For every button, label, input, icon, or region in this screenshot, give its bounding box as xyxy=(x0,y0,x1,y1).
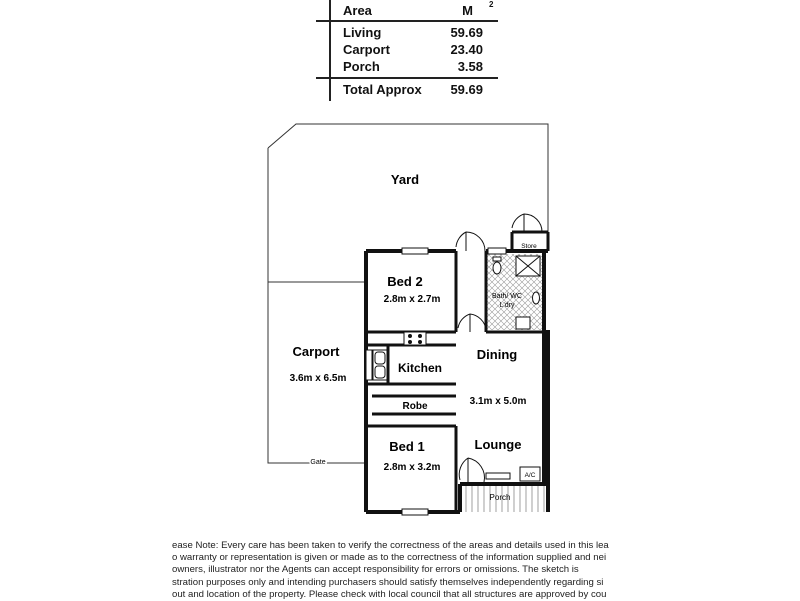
label-ac: A/C xyxy=(524,472,536,479)
room-label-robe: Robe xyxy=(402,401,428,412)
note-line: o warranty or representation is given or made as to the correctness of the information supplied and nei xyxy=(172,552,607,564)
note-line: owners, illustrator nor the Agents can accept responsibility for errors or omissions. The sketch is xyxy=(172,564,579,576)
area-row-value: 23.40 xyxy=(450,42,483,57)
room-label-bed1: Bed 1 xyxy=(389,439,425,454)
area-header-unit: M xyxy=(462,3,473,18)
room-dims-bed1: 2.8m x 3.2m xyxy=(383,462,441,473)
area-header-unit-superscript: 2 xyxy=(489,0,494,9)
room-label-laundry: L'dry xyxy=(499,302,515,309)
room-label-store: Store xyxy=(521,243,537,250)
note-line: stration purposes only and intending purchasers should satisfy themselves independently regarding si xyxy=(172,576,604,588)
room-label-carport: Carport xyxy=(292,344,340,359)
note-line: out and location of the property. Please check with local council that all structures are approved by cou xyxy=(172,588,607,600)
kitchen-stove xyxy=(404,332,426,345)
label-gate: Gate xyxy=(310,459,326,466)
area-total-label: Total Approx xyxy=(343,82,422,97)
room-label-bath: Bath/ WC xyxy=(492,293,522,300)
room-label-dining: Dining xyxy=(476,347,518,362)
room-dims-bed2: 2.8m x 2.7m xyxy=(383,294,441,305)
area-row-value: 59.69 xyxy=(450,25,483,40)
room-dims-dining: 3.1m x 5.0m xyxy=(469,396,527,407)
note-line: ease Note: Every care has been taken to verify the correctness of the areas and details used in this lea xyxy=(172,540,609,551)
area-row-label: Living xyxy=(343,25,382,40)
room-dims-carport: 3.6m x 6.5m xyxy=(289,373,347,384)
area-total-value: 59.69 xyxy=(450,82,483,97)
room-label-bed2: Bed 2 xyxy=(387,274,423,289)
area-row-label: Porch xyxy=(343,59,380,74)
kitchen-sink xyxy=(373,350,387,380)
room-label-porch: Porch xyxy=(489,493,511,502)
room-label-lounge: Lounge xyxy=(474,437,522,452)
room-label-kitchen: Kitchen xyxy=(397,361,443,375)
area-row-label: Carport xyxy=(343,42,390,57)
room-label-yard: Yard xyxy=(390,172,420,187)
disclaimer-note xyxy=(172,540,800,601)
area-header-label: Area xyxy=(343,3,372,18)
area-row-value: 3.58 xyxy=(457,59,483,74)
